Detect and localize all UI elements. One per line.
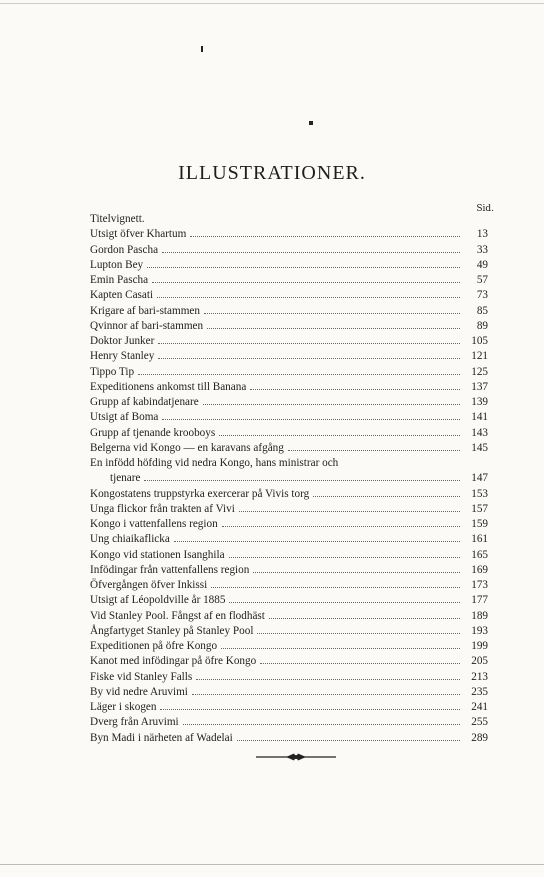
list-item — [90, 716, 488, 731]
entry-title: Lupton Bey — [90, 258, 144, 271]
dot-leader — [288, 450, 460, 451]
dot-leader — [138, 374, 460, 375]
entry-title: Ung chiaikaflicka — [90, 533, 170, 546]
dot-leader — [269, 618, 460, 619]
entry-page: 153 — [471, 487, 488, 500]
entry-title: Fiske vid Stanley Falls — [90, 670, 193, 683]
entry-page: 49 — [476, 258, 488, 271]
ink-speck — [201, 46, 203, 52]
entry-page: 145 — [471, 441, 488, 454]
dot-leader — [229, 602, 460, 603]
dot-leader — [160, 709, 460, 710]
list-item — [90, 366, 488, 381]
list-item — [90, 625, 488, 640]
list-item — [90, 335, 488, 350]
list-item — [90, 610, 488, 625]
entry-title: Läger i skogen — [90, 701, 157, 713]
dot-leader — [190, 236, 460, 237]
dot-leader — [219, 435, 460, 436]
ink-speck — [309, 121, 313, 125]
entry-title: Utsigt af Boma — [90, 411, 159, 424]
entry-title: Vid Stanley Pool. Fångst af en flodhäst — [90, 609, 265, 622]
end-ornament-icon — [256, 752, 336, 762]
dot-leader — [147, 267, 460, 268]
entry-page: 169 — [471, 563, 488, 576]
dot-leader — [174, 541, 460, 542]
entry-page: 105 — [471, 335, 488, 347]
dot-leader — [157, 297, 460, 298]
entry-page: 157 — [471, 502, 488, 515]
entry-title: Emin Pascha — [90, 274, 149, 286]
entry-page: 165 — [471, 548, 488, 561]
list-item — [90, 549, 488, 564]
illustration-list — [90, 213, 488, 747]
entry-title: Öfvergången öfver Inkissi — [90, 579, 208, 591]
entry-page: 89 — [476, 319, 488, 332]
dot-leader — [221, 648, 460, 649]
dot-leader — [158, 358, 460, 359]
dot-leader — [204, 313, 460, 314]
dot-leader — [203, 404, 460, 405]
list-item — [90, 671, 488, 686]
page-title: ILLUSTRATIONER. — [178, 162, 366, 184]
entry-page: 161 — [471, 533, 488, 546]
entry-title: Henry Stanley — [90, 350, 155, 363]
list-item — [90, 503, 488, 518]
entry-title: Belgerna vid Kongo — en karavans afgång — [90, 441, 284, 454]
entry-title: Byn Madi i närheten af Wadelai — [90, 731, 233, 744]
entry-page: 137 — [471, 380, 488, 393]
list-item — [90, 396, 488, 411]
dot-leader — [152, 282, 460, 283]
list-item — [90, 442, 488, 457]
list-item — [90, 732, 488, 747]
list-item — [90, 579, 488, 594]
entry-title: Kongo i vattenfallens region — [90, 518, 218, 530]
entry-title: Utsigt öfver Khartum — [90, 228, 187, 241]
entry-title: Qvinnor af bari-stammen — [90, 319, 204, 332]
entry-page: 289 — [471, 731, 488, 744]
entry-title: Kanot med infödingar på öfre Kongo — [90, 655, 257, 668]
list-item — [90, 594, 488, 609]
entry-title: Expeditionens ankomst till Banana — [90, 380, 247, 393]
entry-page: 255 — [471, 716, 488, 729]
entry-title: Krigare af bari-stammen — [90, 304, 200, 317]
entry-page: 205 — [471, 655, 488, 668]
list-item — [90, 457, 488, 472]
list-item — [90, 686, 488, 701]
list-item — [90, 488, 488, 503]
bottom-edge-rule — [0, 864, 544, 865]
list-item — [90, 289, 488, 304]
entry-page: 143 — [471, 426, 488, 439]
dot-leader — [196, 679, 460, 680]
entry-page: 13 — [476, 228, 488, 241]
entry-page: 33 — [476, 243, 488, 256]
entry-title: Unga flickor från trakten af Vivi — [90, 502, 235, 515]
top-edge-rule — [0, 3, 544, 4]
entry-page: 235 — [471, 685, 488, 698]
entry-title: Kongostatens truppstyrka exercerar på Vivis torg — [90, 487, 310, 500]
entry-title: Gordon Pascha — [90, 243, 159, 256]
list-item — [90, 640, 488, 655]
entry-page: 73 — [476, 289, 488, 302]
entry-page: 125 — [471, 365, 488, 378]
entry-title: Grupp af kabindatjenare — [90, 396, 199, 408]
entry-title: Kongo vid stationen Isanghila — [90, 548, 225, 561]
list-item — [90, 411, 488, 426]
list-item — [90, 259, 488, 274]
entry-page: 121 — [471, 350, 488, 363]
dot-leader — [162, 419, 460, 420]
dot-leader — [144, 480, 460, 481]
entry-title: By vid nedre Aruvimi — [90, 685, 188, 698]
dot-leader — [229, 557, 460, 558]
entry-title: Doktor Junker — [90, 335, 155, 347]
list-item — [90, 320, 488, 335]
dot-leader — [250, 389, 460, 390]
list-item — [90, 350, 488, 365]
list-item — [90, 518, 488, 533]
entry-title: Tippo Tip — [90, 365, 135, 378]
entry-title: Dverg från Aruvimi — [90, 716, 179, 729]
list-item — [90, 564, 488, 579]
entry-page: 241 — [471, 701, 488, 713]
entry-title: Kapten Casati — [90, 289, 154, 302]
entry-page: 189 — [471, 609, 488, 622]
dot-leader — [162, 252, 460, 253]
entry-page: 213 — [471, 670, 488, 683]
entry-page: 57 — [476, 274, 488, 286]
dot-leader — [237, 740, 460, 741]
list-item — [90, 533, 488, 548]
entry-title: Utsigt af Léopoldville år 1885 — [90, 594, 226, 607]
page-column-header: Sid. — [476, 204, 494, 214]
entry-title: Expeditionen på öfre Kongo — [90, 640, 218, 652]
list-item — [90, 381, 488, 396]
dot-leader — [158, 343, 460, 344]
dot-leader — [239, 511, 460, 512]
list-item — [90, 274, 488, 289]
list-item — [90, 427, 488, 442]
entry-title: En infödd höfding vid nedra Kongo, hans ministrar och — [90, 457, 339, 469]
list-item — [90, 244, 488, 259]
list-item — [90, 701, 488, 716]
entry-title: Infödingar från vattenfallens region — [90, 563, 250, 576]
dot-leader — [211, 587, 460, 588]
entry-page: 139 — [471, 396, 488, 408]
dot-leader — [313, 496, 460, 497]
list-item — [90, 213, 488, 228]
list-item — [90, 655, 488, 670]
dot-leader — [253, 572, 460, 573]
dot-leader — [183, 724, 460, 725]
entry-page: 173 — [471, 579, 488, 591]
dot-leader — [257, 633, 460, 634]
entry-page: 85 — [476, 304, 488, 317]
entry-page: 199 — [471, 640, 488, 652]
entry-title: Grupp af tjenande krooboys — [90, 426, 216, 439]
dot-leader — [260, 663, 460, 664]
entry-page: 147 — [471, 472, 488, 485]
list-item — [90, 305, 488, 320]
dot-leader — [192, 694, 460, 695]
entry-title: Titelvignett. — [90, 213, 145, 225]
entry-page: 141 — [471, 411, 488, 424]
list-item — [90, 228, 488, 243]
entry-title: tjenare — [110, 472, 141, 485]
list-item — [90, 472, 488, 487]
entry-page: 193 — [471, 624, 488, 637]
entry-page: 159 — [471, 518, 488, 530]
dot-leader — [207, 328, 460, 329]
dot-leader — [222, 526, 460, 527]
entry-title: Ångfartyget Stanley på Stanley Pool — [90, 624, 254, 637]
entry-page: 177 — [471, 594, 488, 607]
